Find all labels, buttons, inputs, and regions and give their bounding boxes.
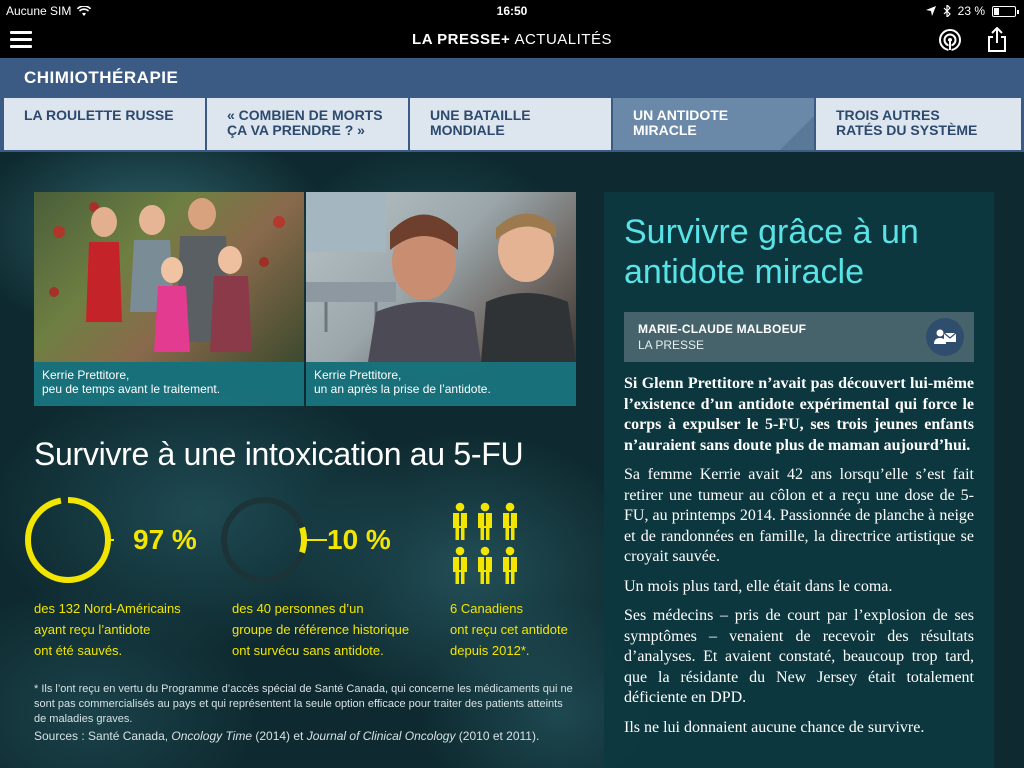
source-journal-clinical-oncology: Journal of Clinical Oncology [306,729,456,743]
author-box [624,312,974,362]
status-time: 16:50 [496,4,528,18]
contact-envelope-icon [933,328,957,346]
photo-caption-after: Kerrie Prettitore, un an après la prise de l’antidote. [306,362,576,406]
ring-progress [218,494,314,586]
ring-track [224,500,304,580]
section-name: ACTUALITÉS [514,31,612,48]
article-body [624,374,974,747]
stat-value-97: 97 % [133,524,197,555]
battery-fill [994,8,999,15]
family-photo-illustration [34,192,304,362]
article-title: Survivre grâce à un antidote miracle [624,213,919,291]
podcast-icon[interactable] [938,28,962,52]
article-page [0,152,1024,768]
brand-title [0,31,1024,48]
article-paragraph: Ils ne lui donnaient aucune chance de survivre. [624,718,925,736]
photo-caption-before: Kerrie Prettitore, peu de temps avant le traitement. [34,362,304,406]
bluetooth-icon [943,5,951,17]
app-header [0,22,1024,58]
author-organization: LA PRESSE [638,338,705,352]
stat-description-97: des 132 Nord-Américains ayant reçu l’antidote ont été sauvés. [34,601,181,658]
contact-author-button[interactable] [926,318,964,356]
section-title: CHIMIOTHÉRAPIE [24,68,179,87]
article-paragraph: Un mois plus tard, elle était dans le coma. [624,577,893,595]
tab-roulette-russe[interactable]: LA ROULETTE RUSSE [4,98,205,150]
photo-before-treatment[interactable] [34,192,304,362]
article-paragraph: Ses médecins – pris de court par l’explosion de ses symptômes – venaient de recevoir des résultats d’analyses. Et avaient constaté, beaucoup trop tard, que la résidante du New Jersey était totalement déficiente en DPD. [624,607,974,706]
sources-mid-2: (2010 et 2011). [455,729,540,743]
infographic-title: Survivre à une intoxication au 5-FU [34,436,524,472]
infographic-footnote [34,682,574,744]
tab-combien-de-morts[interactable]: « COMBIEN DE MORTS ÇA VA PRENDRE ? » [207,98,408,150]
article-paragraph: Sa femme Kerrie avait 42 ans lorsqu’elle s’est fait retirer une tumeur au côlon et a reçu une dose de 5-FU, au printemps 2014. Passionnée de planche à neige et de randonnées en famille, la directrice artistique se croyait sauvée. [624,466,974,565]
ring-progress [28,500,108,580]
author-name: MARIE-CLAUDE MALBOEUF [638,322,807,336]
footnote-text: * Ils l’ont reçu en vertu du Programme d’accès spécial de Santé Canada, qui concerne les médicaments qui ne sont pas commercialisés au pays et qui représentent la seule option efficace pour traiter des patients atteints de maladies graves. [34,683,573,725]
stat-description-10: des 40 personnes d’un groupe de référence historique ont survécu sans antidote. [232,601,410,658]
photo-after-antidote[interactable] [306,192,576,362]
tab-antidote-miracle[interactable]: UN ANTIDOTE MIRACLE [613,98,814,150]
hospital-photo-illustration [306,192,576,362]
sources-mid-1: (2014) et [252,729,307,743]
status-bar [0,0,1024,22]
tab-bar [0,98,1024,152]
brand-logo: LA PRESSE+ [412,31,511,48]
section-bar [0,58,1024,98]
sources-prefix: Sources : Santé Canada, [34,729,172,743]
article-panel[interactable] [604,192,994,768]
carrier-label: Aucune SIM [6,4,72,18]
stat-value-10: 10 % [327,524,391,555]
battery-percent: 23 % [957,4,985,18]
people-pictogram-icon [450,502,522,586]
tab-bataille-mondiale[interactable]: UNE BATAILLE MONDIALE [410,98,611,150]
battery-icon [992,6,1016,17]
stat-ring-97-percent [22,494,114,586]
stat-ring-10-percent [218,494,328,586]
article-lead-paragraph: Si Glenn Prettitore n’avait pas découvert lui-même l’existence d’un antidote expérimental qui force le corps à expulser le 5-FU, ses trois jeunes enfants n’auraient sans doute plus de maman aujourd’hui. [624,375,974,454]
source-oncology-time: Oncology Time [171,729,253,743]
sources-line [34,729,574,744]
location-arrow-icon [926,6,936,16]
stat-description-6: 6 Canadiens ont reçu cet antidote depuis 2012*. [450,601,568,658]
share-icon[interactable] [986,27,1008,53]
tab-trois-autres-rates[interactable]: TROIS AUTRES RATÉS DU SYSTÈME [816,98,1021,150]
